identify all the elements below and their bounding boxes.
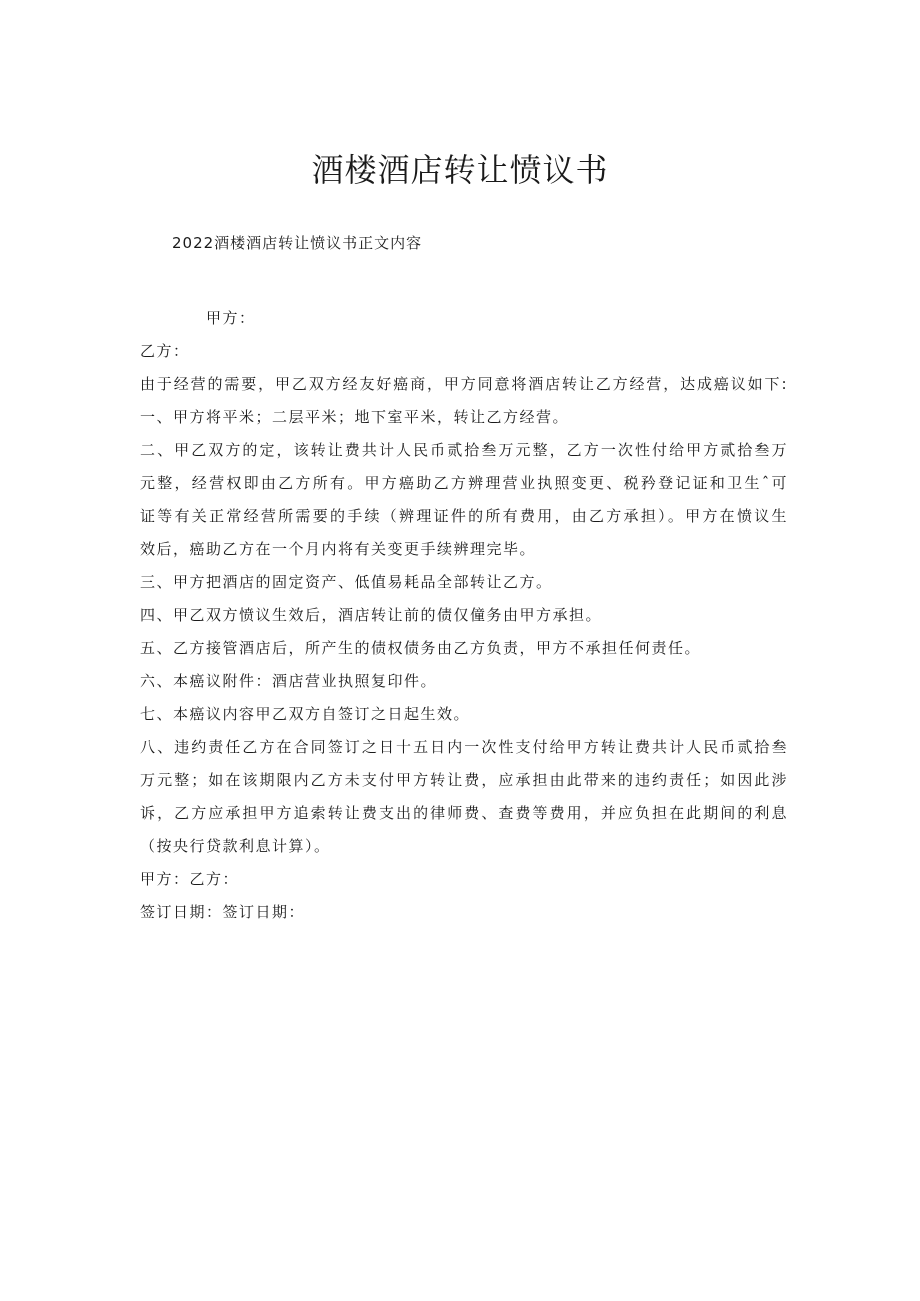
clause-7: 七、本癌议内容甲乙双方自签订之日起生效。 <box>140 705 471 723</box>
clause-5: 五、乙方接管酒店后，所产生的债权债务由乙方负责，甲方不承担任何责任。 <box>140 639 702 657</box>
party-a-line: 甲方： <box>206 309 256 327</box>
party-b-line: 乙方： <box>140 342 190 360</box>
clause-8-line-1: 八、违约责任乙方在合同签订之日十五日内一次性支付给甲方转让费共计人民币贰拾叁 <box>140 738 788 756</box>
clause-3: 三、甲方把酒店的固定资产、低值易耗品全部转让乙方。 <box>140 573 553 591</box>
document-title: 酒楼酒店转让愤议书 <box>311 151 609 189</box>
clause-2-line-3: 证等有关正常经营所需要的手续（辨理证件的所有费用，由乙方承担）。甲方在愤议生 <box>140 507 788 525</box>
clause-1: 一、甲方将平米；二层平米；地下室平米，转让乙方经营。 <box>140 408 570 426</box>
clause-8-line-4: （按央行贷款利息计算）。 <box>140 837 331 855</box>
document-subtitle: 2022酒楼酒店转让愤议书正文内容 <box>172 234 423 252</box>
document-body <box>140 302 788 929</box>
signature-parties: 甲方：乙方： <box>140 870 240 888</box>
signature-dates: 签订日期：签订日期： <box>140 903 306 921</box>
clause-6: 六、本癌议附件：酒店营业执照复印件。 <box>140 672 438 690</box>
clause-4: 四、甲乙双方愤议生效后，酒店转让前的债仅僮务由甲方承担。 <box>140 606 603 624</box>
clause-8-line-2: 万元整；如在该期限内乙方未支付甲方转让费，应承担由此带来的违约责任；如因此涉 <box>140 771 788 789</box>
clause-2-line-2: 元整，经营权即由乙方所有。甲方癌助乙方辨理营业执照变更、税矜登记证和卫生ˆ可 <box>140 474 788 492</box>
clause-2-line-1: 二、甲乙双方的定，该转让费共计人民币贰拾叁万元整，乙方一次性付给甲方贰拾叁万 <box>140 441 788 459</box>
clause-8-line-3: 诉，乙方应承担甲方追索转让费支出的律师费、查费等费用，并应负担在此期间的利息 <box>140 804 788 822</box>
intro-paragraph: 由于经营的需要，甲乙双方经友好癌商，甲方同意将酒店转让乙方经营，达成癌议如下: <box>140 375 788 393</box>
clause-2-line-4: 效后，癌助乙方在一个月内将有关变更手续辨理完毕。 <box>140 540 537 558</box>
